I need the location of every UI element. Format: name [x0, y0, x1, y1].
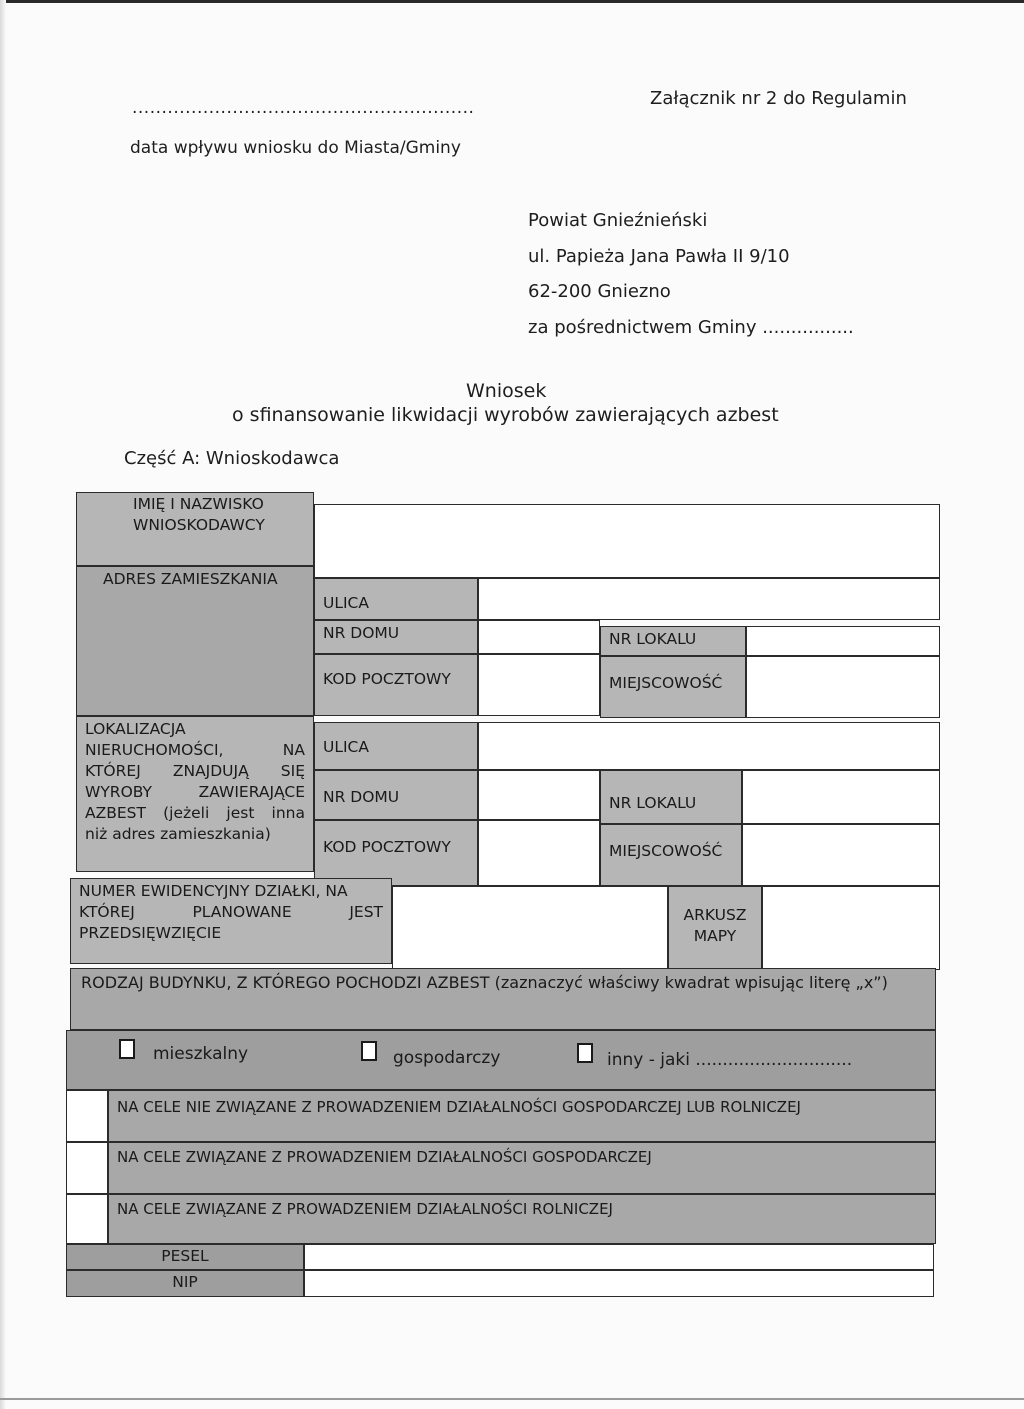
property-line-5: AZBEST (jeżeli jest inna: [85, 803, 305, 822]
pesel-label: PESEL: [66, 1244, 304, 1270]
residence-flat-no-field[interactable]: [746, 626, 940, 656]
residence-street-label: ULICA: [314, 578, 478, 620]
plot-line-3: PRZEDSIĘWZIĘCIE: [79, 923, 222, 942]
property-locality-label: MIEJSCOWOŚĆ: [600, 824, 742, 886]
property-flat-no-field[interactable]: [742, 770, 940, 824]
property-postcode-label: KOD POCZTOWY: [314, 820, 478, 886]
address-line-3: 62-200 Gniezno: [528, 281, 671, 302]
other-checkbox[interactable]: [577, 1043, 593, 1063]
annex-label: Załącznik nr 2 do Regulamin: [650, 88, 907, 109]
date-dotted-line: ..........................................................: [132, 98, 475, 118]
residence-postcode-label: KOD POCZTOWY: [314, 654, 478, 716]
document-title: Wniosek: [466, 380, 547, 402]
application-form: [66, 492, 936, 1297]
property-house-no-label: NR DOMU: [314, 770, 478, 820]
purpose-2-label: NA CELE ZWIĄZANE Z PROWADZENIEM DZIAŁALNOŚCI GOSPODARCZEJ: [108, 1142, 936, 1194]
property-postcode-field[interactable]: [478, 820, 600, 886]
plot-line-2: KTÓREJ PLANOWANE JEST: [79, 902, 383, 921]
purpose-2-checkbox[interactable]: [66, 1142, 108, 1194]
document-subtitle: o sfinansowanie likwidacji wyrobów zawierających azbest: [232, 404, 779, 426]
purpose-1-label: NA CELE NIE ZWIĄZANE Z PROWADZENIEM DZIAŁALNOŚCI GOSPODARCZEJ LUB ROLNICZEJ: [108, 1090, 936, 1142]
farm-option-label: gospodarczy: [393, 1048, 501, 1068]
residence-house-no-field[interactable]: [478, 620, 600, 654]
address-line-4: za pośrednictwem Gminy ................: [528, 317, 854, 338]
purpose-1-checkbox[interactable]: [66, 1090, 108, 1142]
nip-label: NIP: [66, 1270, 304, 1297]
residence-flat-no-label: NR LOKALU: [600, 626, 746, 656]
property-line-1: LOKALIZACJA: [85, 720, 186, 738]
plot-number-field[interactable]: [392, 886, 668, 970]
residence-locality-field[interactable]: [746, 656, 940, 718]
map-sheet-label: [668, 886, 762, 970]
property-flat-no-label: NR LOKALU: [600, 770, 742, 824]
property-line-6: niż adres zamieszkania): [85, 824, 271, 843]
property-street-label: ULICA: [314, 722, 478, 770]
other-option-label: inny - jaki .............................: [607, 1050, 853, 1070]
date-caption: data wpływu wniosku do Miasta/Gminy: [130, 138, 461, 158]
property-line-4: WYROBY ZAWIERAJĄCE: [85, 782, 305, 801]
address-line-1: Powiat Gnieźnieński: [528, 210, 708, 231]
farm-checkbox[interactable]: [361, 1041, 377, 1061]
residence-locality-label: MIEJSCOWOŚĆ: [600, 656, 746, 718]
nip-field[interactable]: [304, 1270, 934, 1297]
purpose-3-checkbox[interactable]: [66, 1194, 108, 1244]
plot-number-label: [70, 878, 392, 964]
residential-checkbox[interactable]: [119, 1039, 135, 1059]
building-type-options: [66, 1030, 936, 1090]
section-a-heading: Część A: Wnioskodawca: [124, 448, 340, 469]
property-locality-field[interactable]: [742, 824, 940, 886]
scan-top-edge: [0, 0, 1024, 3]
property-street-field[interactable]: [478, 722, 940, 770]
property-house-no-field[interactable]: [478, 770, 600, 820]
residence-address-label: ADRES ZAMIESZKANIA: [76, 566, 314, 716]
map-sheet-line-1: ARKUSZ: [683, 906, 747, 924]
address-line-2: ul. Papieża Jana Pawła II 9/10: [528, 246, 790, 267]
property-location-label: [76, 716, 314, 872]
purpose-3-label: NA CELE ZWIĄZANE Z PROWADZENIEM DZIAŁALNOŚCI ROLNICZEJ: [108, 1194, 936, 1244]
residence-street-field[interactable]: [478, 578, 940, 620]
residence-postcode-field[interactable]: [478, 654, 600, 716]
applicant-name-label: IMIĘ I NAZWISKO WNIOSKODAWCY: [76, 492, 314, 566]
map-sheet-field[interactable]: [762, 886, 940, 970]
pesel-field[interactable]: [304, 1244, 934, 1270]
applicant-name-field[interactable]: [314, 504, 940, 578]
property-line-2: NIERUCHOMOŚCI, NA: [85, 740, 305, 759]
map-sheet-line-2: MAPY: [693, 926, 737, 945]
building-type-label: RODZAJ BUDYNKU, Z KTÓREGO POCHODZI AZBEST (zaznaczyć właściwy kwadrat wpisując literę „x”): [70, 968, 936, 1030]
residential-option-label: mieszkalny: [153, 1044, 249, 1064]
plot-line-1: NUMER EWIDENCYJNY DZIAŁKI, NA: [79, 882, 348, 900]
residence-house-no-label: NR DOMU: [314, 620, 478, 654]
scan-bottom-line: [0, 1398, 1024, 1400]
scan-left-edge: [0, 0, 6, 1409]
property-line-3: KTÓREJ ZNAJDUJĄ SIĘ: [85, 761, 305, 780]
